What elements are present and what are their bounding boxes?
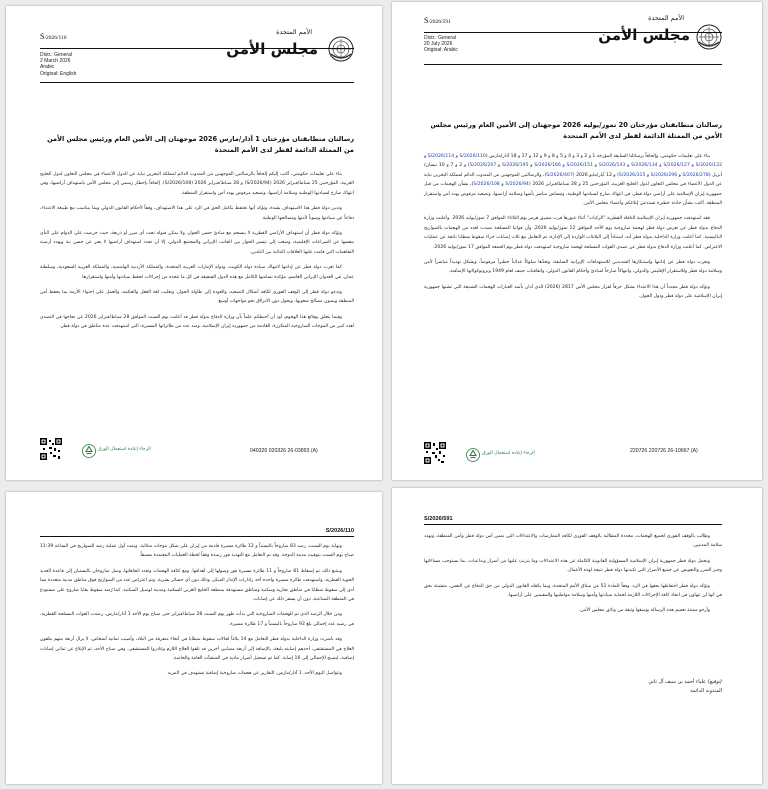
council-name: مجلس الأمن [226,40,318,58]
letter-title: رسالتان متطابقتان مؤرختان 1 آذار/مارس 2026 موجهتان إلى الأمين العام ورئيس مجلس الأمن من الممثلة الدائمة لقطر لدى الأمم المتحدة [47,135,354,154]
letter-title: رسالتان متطابقتان مؤرختان 20 تموز/يوليه 2026 موجهتان إلى الأمين العام ورئيس مجلس الأمن من الممثلة الدائمة لقطر لدى الأمم المتحدة [430,121,722,140]
letter-body [40,542,354,685]
document-page-4 [392,488,762,784]
document-job-number: 220726 220726 26-10667 (A) [630,448,698,454]
paragraph: وتدين دولة قطر هذا الاستهداف بشدة، وتؤكد أنها تحتفظ بكامل الحق في الرد على هذا الاستهداف، وفقاً لأحكام القانون الدولي وبما يتناسب مع طبيعة الاعتداء، دفاعاً عن سيادتها وصوناً لأمنها ومصالحها الوطنية. [40,206,354,221]
un-name: الأمم المتحدة [648,14,684,22]
intro-references: بناء على تعليمات حكومتي، وإلحاقاً برسائلنا السابقة المؤرخة 1 و 2 و 3 و 4 و 5 و 8 و 9 و 12 و 17 و 18 آذار/مارس (S/2026/110 و S/2026/114 و S/2026/122 و S/2026/127 و S/2026/134 و S/2026/143 و S/2026/151 و S/2026/166 و S/2026/195 و S/2026/207) و 2 و 7 و 10 نيسان/أبريل (S/2026/278 و S/2026/296 و S/2026/315) و 12 أيار/مايو 2026 (S/2026/407)، والرسالتين الموجهتين من المندوب الدائم لمملكة البحرين نيابة عن الدول الأعضاء في مجلس التعاون لدول الخليج العربية، المؤرختين 25 و 28 شباط/فبراير 2026 (S/2026/94 و S/2026/108)، بشأن الهجمات من قبل جمهورية إيران الإسلامية على أراضي دولة قطر، في انتهاك صارخ لسيادتها الوطنية، ومساس مباشر بأمنها وسلامة أراضيها، وتصعيد مرفوض يهدد أمن واستقرار المنطقة، أكتب بشأن حادثة خطيرة تستدعي إبلاغكم وأعضاء مجلس الأمن. [424,154,723,207]
paragraph: كما تعرب دولة قطر عن إدانتها لانتهاك سيادة دولة الكويت، ودولة الإمارات العربية المتحدة، والمملكة الأردنية الهاشمية، والمملكة العربية السعودية، وسلطنة عمان، في العدوان الإيراني الغاشم، مؤكدة تضامنها الكامل مع هذه الدول الشقيقة في كل ما تتخذه من إجراءات لحفظ سيادتها وأمنها واستقرارها. [40,265,354,280]
letter-body [424,532,722,622]
paragraph: ومن خلال الرصد الذي تم للهجمات الصاروخية التي بدأت ظهر يوم السبت 28 شباط/فبراير حتى صباح يوم الأحد 1 آذار/مارس، رصدت القوات المسلحة القطرية، في رصيد عدد إجمالي بلغ 92 صاروخاً باليستياً و 17 طائرة مسيرة. [40,612,354,627]
paragraph: وقد باشرت وزارة الداخلية بدولة قطر التعامل مع 14 بلاغاً لحالات سقوط شظايا في أنحاء متفرقة من البلاد، وأصيب ثمانية أشخاص، لا يزال أربعة منهم يتلقون العلاج في المستشفى، أحدهم إصابته بليغة، بالإضافة إلى أربعة مصابين آخرين قد تلقوا العلاج اللازم وغادروا المستشفى. وفي صباح الأحد، تم الإبلاغ عن ثماني إصابات إضافية، ليصبح الإجمالي إلى 16 إصابة. كما تم تسجيل أضرار مادية في المنشآت العامة والخاصة. [40,637,354,662]
document-symbol: S/2026/110 [40,32,67,41]
paragraph: وفيما يتعلق بوقائع هذا الهجوم، أود أن أحيطكم علماً بأن وزارة الدفاع بدولة قطر قد أعلنت يوم السبت الموافق 28 شباط/فبراير 2026 عن نجاحها في التصدي لعدد كبير من الموجات الصاروخية المتكررة، القادمة من جمهورية إيران الإسلامية، وصد عدد من طائراتها المسيرة، التي استهدفت عدة مناطق في دولة قطر. [40,314,354,330]
paragraph: وتدعو دولة قطر إلى الوقف الفوري لكافة أشكال التصعيد، والعودة إلى طاولة الحوار، وتغليب لغة العقل والحكمة، والعمل على احتواء الأزمة بما يحفظ أمن المنطقة ويصون مصالح شعوبها، ويحول دون الانزلاق نحو مواجهات أوسع. [40,290,354,305]
paragraph: وتحمل دولة قطر جمهورية إيران الإسلامية المسؤولية القانونية الكاملة عن هذه الاعتداءات وما يترتب عليها من أضرار وتداعيات، بما يستوجب مساءلتها وجبر الضرر والتعويض عن جميع الأضرار التي تكبدتها دولة قطر نتيجة لهذه الأعمال. [424,558,722,574]
paragraph: وأرجو ممتنة تعميم هذه الرسالة بوصفها وثيقة من وثائق مجلس الأمن. [578,608,710,614]
signatory-role: المندوبة الدائمة [690,688,722,694]
paragraph: وتؤكد دولة قطر أن استهداف الأراضي القطرية لا ينسجم مع مبادئ حسن الجوار، ولا يمكن قبوله تحت أي مبرر أو ذريعة، حيث حرصت على الدوام على النأي بنفسها عن الصراعات الإقليمية، وسعت إلى تيسير الحوار بين الجانب الإيراني والمجتمع الدولي، إلا أن تجدد استهداف أراضيها لا يعبر عن حسن نية ويهدد أرضية التفاهمات التي قامت عليها العلاقات الثنائية بين البلدين. [40,231,354,255]
document-page-3 [6,492,382,784]
paragraph: فقد استهدفت جمهورية إيران الإسلامية الناقلة القطرية "الركيات" أثناء عبورها قرب مضيق هرمز يوم الثلاثاء الموافق 7 تموز/يوليه 2026. وأعلنت وزارة الدفاع بدولة قطر عن تعرض دولة قطر لهجمة صاروخية يوم الأحد الموافق 12 تموز/يوليه 2026، وأن قواتنا المسلحة تصدت لعدد من الهجمات بالصواريخ الباليستية. كما أعلنت وزارة الداخلية بدولة قطر أنه، استناداً إلى البلاغات الواردة إلى الإدارة، تم التعامل مع ثلاث إصابات جراء سقوط شظايا ناتجة عن عمليات الاعتراض. كما أعلنت وزارة الدفاع بدولة قطر عن تصدي القوات المسلحة لهجمة صاروخية استهدفت دولة قطر يوم الجمعة الموافق 17 تموز/يوليه 2026. [424,216,722,250]
un-emblem-icon [328,36,354,62]
header-thick-rule [424,64,722,65]
qr-code-icon [424,442,446,464]
letter-body [424,152,722,308]
document-job-number: 040326 020326 26-03893 (A) [250,448,318,454]
council-name: مجلس الأمن [598,26,690,44]
distribution-info: Distr.: General 20 July 2026 Original: Arabic [424,35,458,54]
running-header-symbol: S/2026/110 [325,528,354,534]
header-rule [40,48,354,49]
document-symbol: S/2026/591 [424,16,451,25]
paragraph: وطالب بالوقف الفوري لجميع الهجمات، مجددة المطالبة بالوقف الفوري لكافة الممارسات والاعتداءات التي تمس أمن دولة قطر وأمن المنطقة، وتهدد سلامة المدنيين. [424,534,722,549]
document-page-1 [6,6,382,480]
qr-code-icon [40,438,62,460]
header-rule [40,536,354,537]
running-header-symbol: S/2026/591 [424,516,453,522]
paragraph: وتعرب دولة قطر عن إدانتها واستنكارها الشديدين للاستهدافات الإيرانية السابقة، وتعدّها سلوكاً عدائياً خطيراً مرفوضاً، ويشكل تهديداً مباشراً لأمن وسلامة دولة قطر وللاستقرار الإقليمي والدولي، وانتهاكاً صارخاً لمبادئ وأحكام القانون الدولي، واتفاقيات جنيف لعام 1949 وبروتوكولاتها الإضافية. [424,260,722,275]
paragraph: وبتتبع ذلك، تم إسقاط 81 صاروخاً و 11 طائرة مسيرة فور وصولها إلى أهدافها. ومع كثافة الهجمات وتعدد اتجاهاتها، وصل صاروخان باليستيان إلى قاعدة العديد الجوية القطرية، واستهدفت طائرة مسيرة واحدة أحد رادارات الإنذار المبكر، وذلك دون أي خسائر بشرية. وتم اعتراض عدد من الصواريخ فوق مناطق مدنية متعددة مما أدى إلى سقوط شظايا في مناطق تجارية وسكنية ومناطق مستهدفة بمنطقة الخليج الغربي السكنية ومدينة لوسيل السكنية. كما رُصد سقوط بقايا صاروخ على مستودع في المنطقة الصناعية، دون أن يسفر ذلك عن إصابات. [40,568,354,603]
signatory-name: علياء أحمد بن سيف آل ثاني [648,679,706,685]
header-thick-rule [40,82,354,83]
paragraph: وتؤكد دولة قطر احتفاظها بحقها في الرد، وفقاً للمادة 51 من ميثاق الأمم المتحدة، وبما يكفله القانون الدولي من حق الدفاع عن النفس، متشبثة بحق في أنها لن تتهاون في اتخاذ كافة الإجراءات اللازمة لحماية سيادتها وأمنها وسلامة مواطنيها والمقيمين على أراضيها. [424,583,722,599]
un-emblem-icon [696,24,722,50]
letter-body [40,170,354,338]
signed-mark: (توقيع) [707,679,722,685]
un-name: الأمم المتحدة [276,28,312,36]
paragraph: ونهاية يوم السبت، رصد 83 صاروخاً باليستياً و 12 طائرة مسيرة قادمة من إيران على شكل موجات متتالية. وتمت أول عملية رصد للصواريخ في الساعة 11:39 صباح يوم السبت بتوقيت مدينة الدوحة. وقد تم التعامل مع التهديد فور رصده وفقاً لخطة العمليات المعتمدة مسبقاً. [40,544,354,559]
header-rule [424,32,722,33]
recycle-icon [82,444,96,458]
distribution-info: Distr.: General 2 March 2026 Arabic Original: English [40,52,77,77]
paragraph: وتؤكد دولة قطر مجدداً أن هذا الاعتداء يشكل خرقاً لقرار مجلس الأمن 2817 (2026) الذي أدان بأشد العبارات الهجمات الشنيعة التي تشنها جمهورية إيران الإسلامية على دولة قطر ودول الجوار، [424,284,722,300]
paragraph: بناء على تعليمات حكومتي، أكتب إليكم إلحاقاً بالرسالتين الموجهتين من المندوب الدائم لمملكة البحرين نيابة عن الدول الأعضاء في مجلس التعاون لدول الخليج العربية، المؤرختين 25 شباط/فبراير 2026 (S/2026/94) و 28 شباط/فبراير 2026 (S/2026/108). إلحاقاً بإخطار رسمي إلى مجلس الأمن باستهداف أراضيها، وفي انتهاك صارخ لسيادتها الوطنية وسلامة أراضيها، وتصعيد مرفوض يهدد أمن واستقرار المنطقة. [40,172,354,196]
header-rule [424,524,722,525]
recycle-icon [466,448,480,462]
recycle-text: الرجاء إعادة استعمال الورق [482,451,535,456]
signature-block [522,678,722,696]
paragraph: وتتواصل اليوم الأحد، 1 آذار/مارس، التقارير عن هجمات صاروخية إضافية تستهدف في المزيد [167,671,342,677]
recycle-text: الرجاء إعادة استعمال الورق [98,447,151,452]
document-page-2 [392,2,762,480]
